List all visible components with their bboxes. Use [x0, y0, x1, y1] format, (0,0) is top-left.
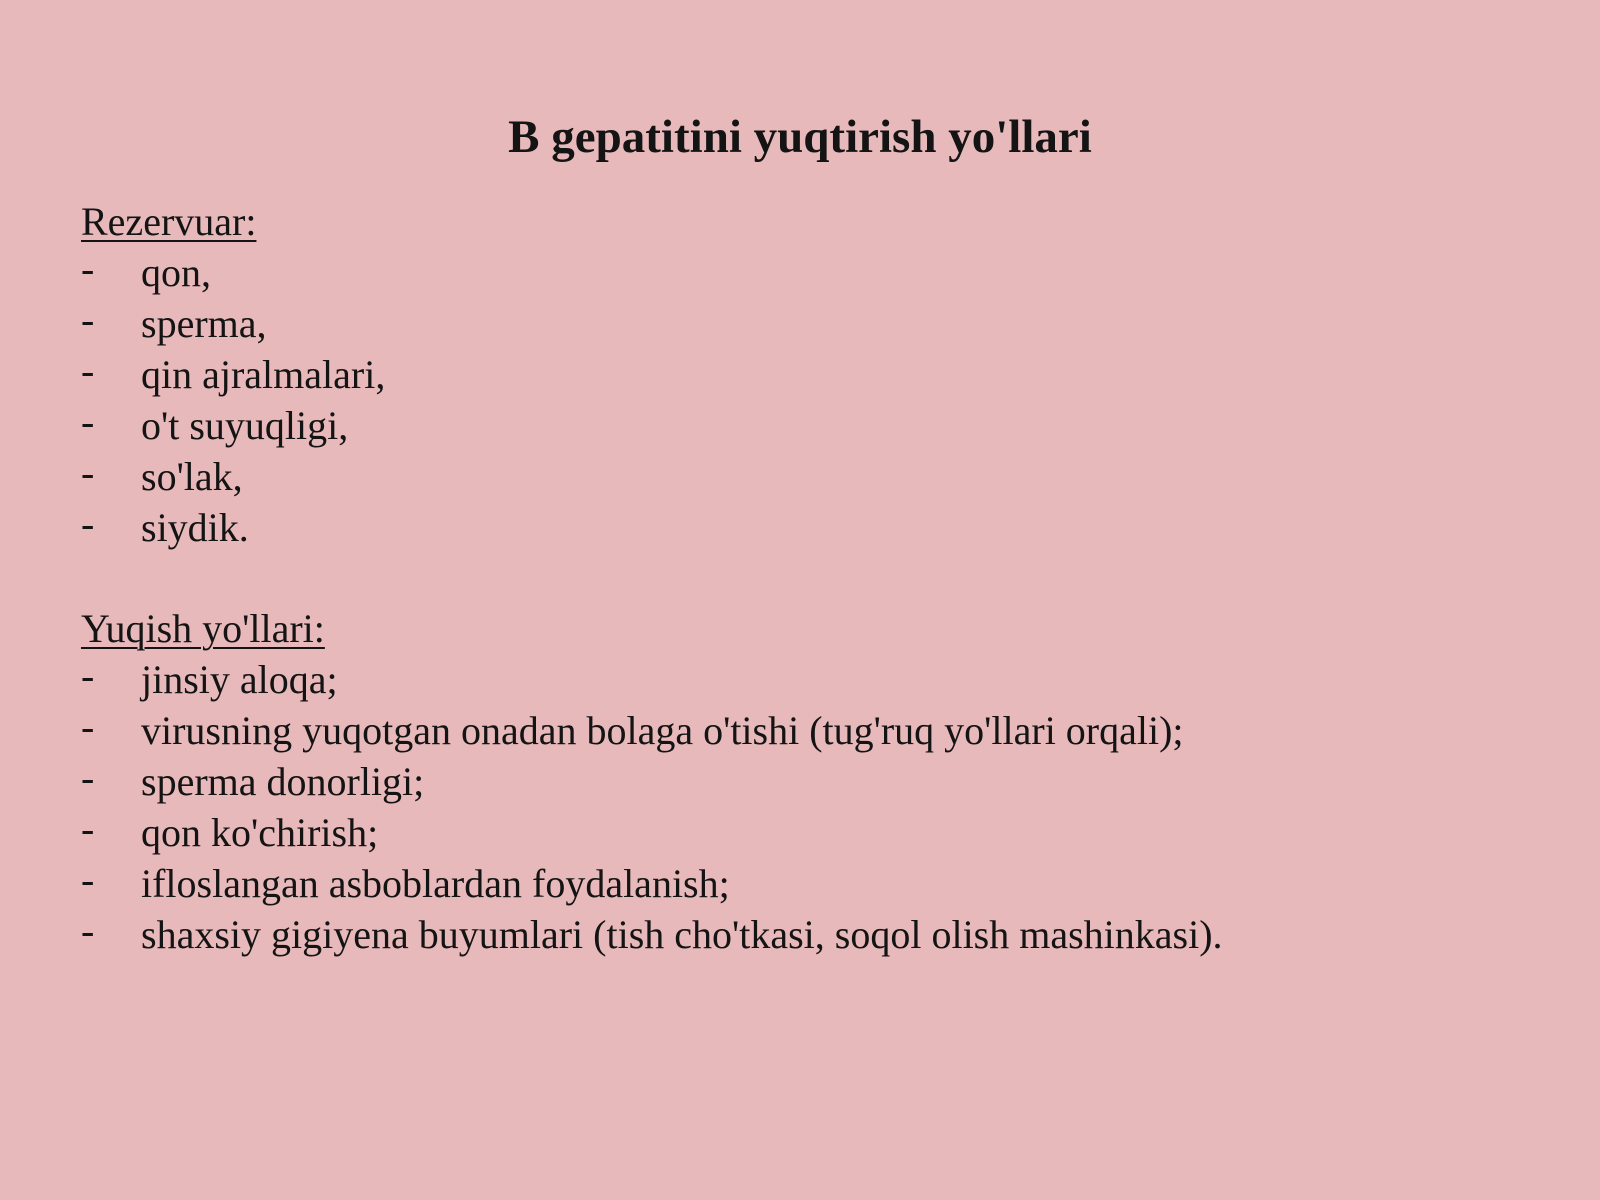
list-item-text: so'lak, [141, 454, 243, 499]
transmission-routes-heading: Yuqish yo'llari: [81, 606, 325, 651]
list-item [81, 502, 385, 553]
reservoir-heading: Rezervuar: [81, 199, 257, 244]
list-item [81, 451, 385, 502]
dash-bullet-icon: - [81, 857, 95, 902]
reservoir-list [81, 247, 385, 553]
list-item-text: jinsiy aloqa; [141, 657, 338, 702]
dash-bullet-icon: - [81, 908, 95, 953]
list-item-text: shaxsiy gigiyena buyumlari (tish cho'tkasi, soqol olish mashinkasi). [141, 912, 1223, 957]
list-item [81, 909, 1223, 960]
list-item [81, 858, 1223, 909]
dash-bullet-icon: - [81, 297, 95, 342]
dash-bullet-icon: - [81, 501, 95, 546]
list-item [81, 705, 1223, 756]
dash-bullet-icon: - [81, 806, 95, 851]
transmission-routes-list [81, 654, 1223, 960]
dash-bullet-icon: - [81, 653, 95, 698]
list-item-text: virusning yuqotgan onadan bolaga o'tishi (tug'ruq yo'llari orqali); [141, 708, 1184, 753]
list-item [81, 807, 1223, 858]
list-item [81, 298, 385, 349]
dash-bullet-icon: - [81, 755, 95, 800]
transmission-routes-section [81, 603, 1223, 960]
dash-bullet-icon: - [81, 246, 95, 291]
slide-title: B gepatitini yuqtirish yo'llari [508, 111, 1092, 163]
dash-bullet-icon: - [81, 450, 95, 495]
list-item [81, 400, 385, 451]
list-item-text: siydik. [141, 505, 249, 550]
list-item [81, 247, 385, 298]
dash-bullet-icon: - [81, 399, 95, 444]
list-item [81, 349, 385, 400]
dash-bullet-icon: - [81, 704, 95, 749]
list-item-text: ifloslangan asboblardan foydalanish; [141, 861, 730, 906]
dash-bullet-icon: - [81, 348, 95, 393]
list-item-text: qon, [141, 250, 211, 295]
list-item-text: sperma donorligi; [141, 759, 425, 804]
list-item-text: sperma, [141, 301, 267, 346]
list-item [81, 756, 1223, 807]
reservoir-section [81, 196, 385, 553]
list-item-text: qon ko'chirish; [141, 810, 379, 855]
list-item [81, 654, 1223, 705]
list-item-text: qin ajralmalari, [141, 352, 386, 397]
list-item-text: o't suyuqligi, [141, 403, 349, 448]
